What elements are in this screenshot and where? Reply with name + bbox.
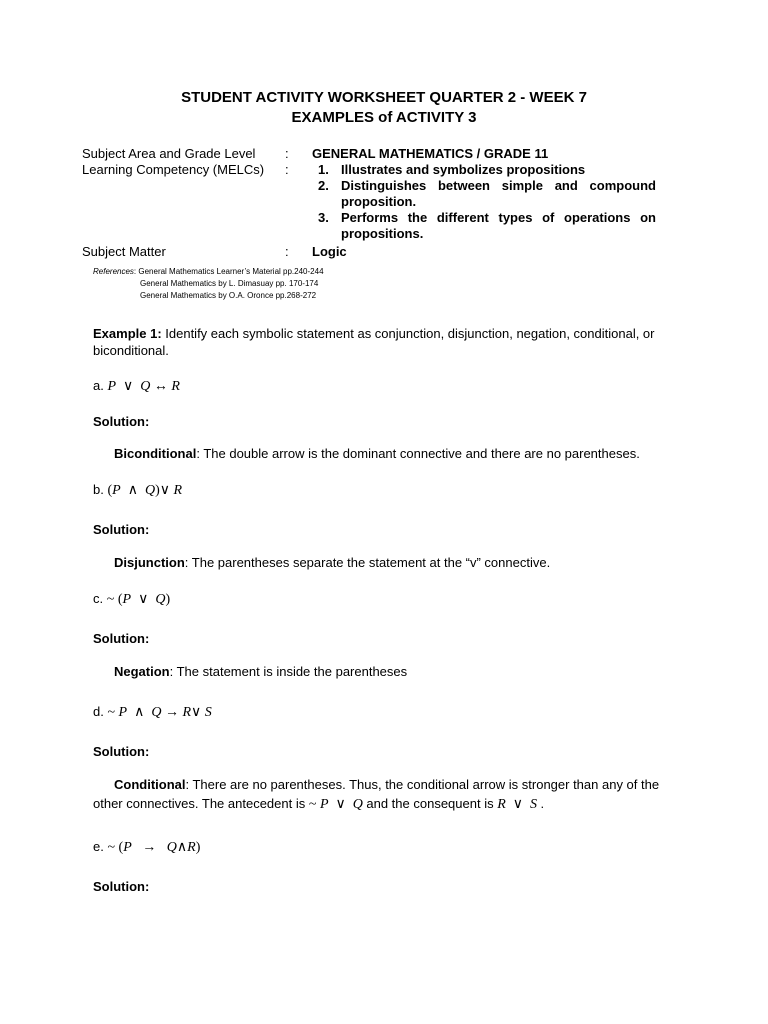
- competency-label: Learning Competency (MELCs): [82, 162, 265, 177]
- item-d-antecedent: ~ P ∨ Q: [308, 797, 363, 812]
- item-d-formula: ~ P ∧ Q → R∨ S: [107, 705, 212, 720]
- item-d-consequent: R ∨ S: [497, 797, 538, 812]
- item-b-letter: b.: [93, 482, 104, 497]
- item-b-solution-label: Solution:: [93, 522, 150, 537]
- matter-colon: :: [285, 244, 289, 259]
- item-a-answer: [114, 446, 640, 461]
- example-text: Identify each symbolic statement as conjunction, disjunction, negation, conditional, or: [161, 326, 655, 341]
- item-a-letter: a.: [93, 378, 104, 393]
- competency-text-2-cont: proposition.: [341, 194, 417, 209]
- reference-1: General Mathematics Learner’s Material pp.240-244: [138, 267, 324, 276]
- item-d-period: .: [540, 796, 545, 811]
- item-e-letter: e.: [93, 839, 104, 854]
- item-b-formula: (P ∧ Q)∨ R: [107, 483, 183, 498]
- item-d-answer-term: Conditional: [114, 777, 186, 792]
- item-d-solution-label: Solution:: [93, 744, 150, 759]
- item-c-formula: ~ (P ∨ Q): [106, 592, 171, 607]
- reference-2: General Mathematics by L. Dimasuay pp. 170-174: [140, 279, 319, 288]
- item-a-formula: P ∨ Q ↔ R: [107, 379, 180, 394]
- worksheet-title: STUDENT ACTIVITY WORKSHEET QUARTER 2 - WEEK 7: [181, 89, 587, 106]
- subject-value: GENERAL MATHEMATICS / GRADE 11: [312, 146, 549, 161]
- item-c-answer: [114, 664, 407, 679]
- references-label: References: [93, 267, 134, 276]
- worksheet-subtitle: EXAMPLES of ACTIVITY 3: [291, 109, 477, 126]
- example-prompt: [93, 326, 655, 341]
- reference-3: General Mathematics by O.A. Oronce pp.268-272: [140, 291, 317, 300]
- item-c-answer-term: Negation: [114, 664, 170, 679]
- item-d-letter: d.: [93, 704, 104, 719]
- competency-colon: :: [285, 162, 289, 177]
- item-c-letter: c.: [93, 591, 104, 606]
- competency-num-2: 2.: [318, 178, 329, 193]
- item-d-answer: [114, 777, 659, 792]
- item-c-answer-text: : The statement is inside the parentheses: [169, 664, 408, 679]
- competency-text-3-cont: propositions.: [341, 226, 424, 241]
- item-e-solution-label: Solution:: [93, 879, 150, 894]
- item-c-expression: [93, 591, 170, 608]
- item-b-expression: [93, 482, 182, 499]
- item-e-formula: ~ (P → Q∧R): [107, 840, 201, 855]
- item-d-expression: [93, 704, 212, 721]
- matter-value: Logic: [312, 244, 347, 259]
- subject-label: Subject Area and Grade Level: [82, 146, 256, 161]
- competency-text-1: Illustrates and symbolizes propositions: [341, 162, 586, 177]
- item-b-answer: [114, 555, 550, 570]
- item-a-expression: [93, 378, 180, 395]
- item-d-antecedent-label: other connectives. The antecedent is: [93, 796, 306, 811]
- references-line-1: References: General Mathematics Learner’s Material pp.240-244: [93, 267, 324, 276]
- item-d-answer-text: : There are no parentheses. Thus, the conditional arrow is stronger than any of the: [185, 777, 660, 792]
- example-label: Example 1:: [93, 326, 162, 341]
- item-a-solution-label: Solution:: [93, 414, 150, 429]
- item-d-consequent-label: and the consequent is: [366, 796, 494, 811]
- item-b-answer-term: Disjunction: [114, 555, 185, 570]
- item-a-answer-term: Biconditional: [114, 446, 197, 461]
- item-e-expression: [93, 839, 200, 856]
- competency-num-1: 1.: [318, 162, 329, 177]
- item-a-answer-text: : The double arrow is the dominant connective and there are no parentheses.: [196, 446, 640, 461]
- competency-text-2: Distinguishes between simple and compound: [341, 178, 656, 193]
- item-d-answer-cont: [93, 796, 544, 813]
- competency-num-3: 3.: [318, 210, 329, 225]
- example-text-cont: biconditional.: [93, 343, 169, 358]
- item-b-answer-text: : The parentheses separate the statement at the “v” connective.: [184, 555, 551, 570]
- matter-label: Subject Matter: [82, 244, 166, 259]
- item-c-solution-label: Solution:: [93, 631, 150, 646]
- competency-text-3: Performs the different types of operations on: [341, 210, 656, 225]
- subject-colon: :: [285, 146, 289, 161]
